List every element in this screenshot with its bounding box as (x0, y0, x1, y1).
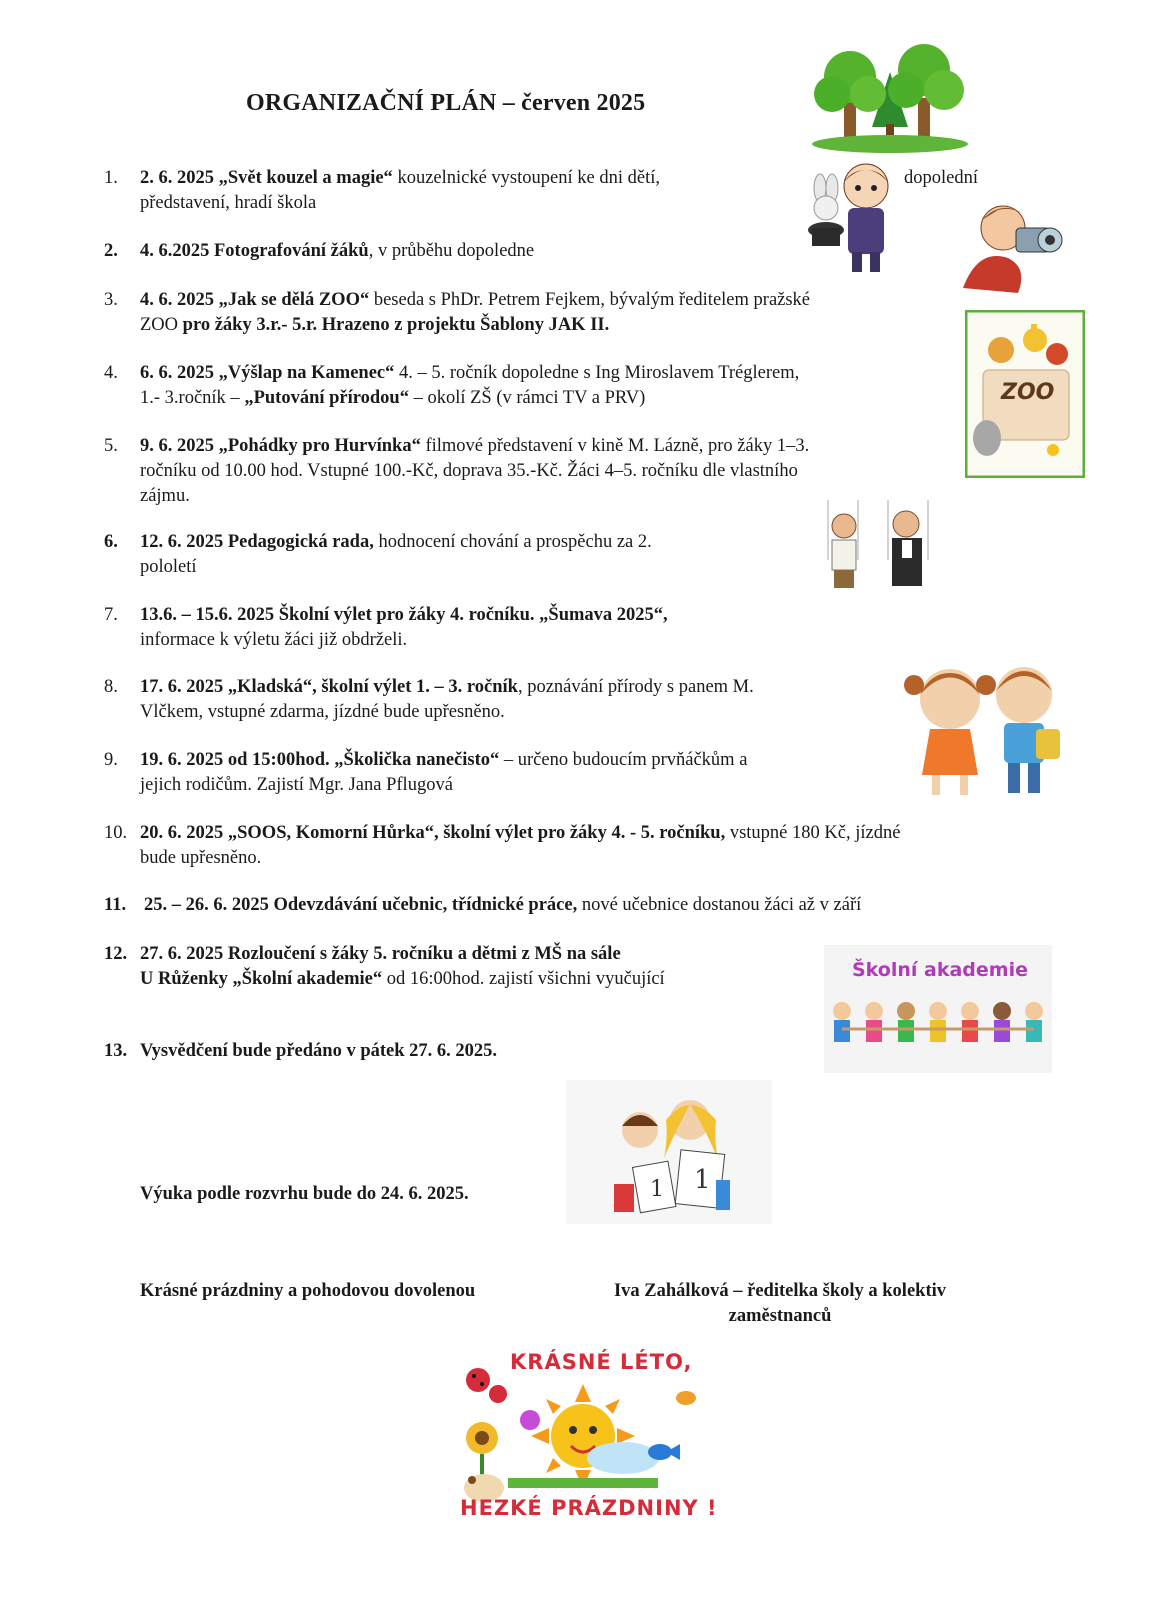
teaching-note: Výuka podle rozvrhu bude do 24. 6. 2025. (140, 1184, 469, 1204)
item-number: 2. (104, 241, 118, 261)
item-number: 12. (104, 944, 128, 964)
item-11-heading: 25. – 26. 6. 2025 Odevzdávání učebnic, třídnické práce, (144, 895, 578, 915)
trees-illustration (810, 32, 970, 157)
item-1-heading: 2. 6. 2025 „Svět kouzel a magie“ (140, 168, 393, 188)
item-8-heading: 17. 6. 2025 „Kladská“, školní výlet 1. – 3. ročník (140, 677, 518, 697)
item-9-heading: 19. 6. 2025 od 15:00hod. „Školička nanečisto“ (140, 750, 500, 770)
zoo-illustration (965, 310, 1085, 478)
summer-illustration (448, 1338, 718, 1538)
item-6-text: hodnocení chování a prospěchu za 2. (373, 532, 652, 552)
item-number: 13. (104, 1041, 128, 1061)
page-title: ORGANIZAČNÍ PLÁN – červen 2025 (246, 90, 646, 116)
item-3-bold2: pro žáky 3.r.- 5.r. Hrazeno z projektu Šablony JAK II. (182, 315, 610, 335)
academy-title: Školní akademie (852, 959, 1028, 981)
item-6-line2: pololetí (140, 557, 197, 577)
item-number: 5. (104, 436, 118, 456)
item-5-heading: 9. 6. 2025 „Pohádky pro Hurvínka“ (140, 436, 421, 456)
item-6-heading: 12. 6. 2025 Pedagogická rada, (140, 532, 374, 552)
children-illustration (900, 655, 1070, 805)
item-5-line3: zájmu. (140, 486, 190, 506)
item-number: 7. (104, 605, 118, 625)
photographer-illustration (958, 198, 1078, 298)
item-3-text2: ZOO (140, 315, 183, 335)
item-12-bold2: U Růženky „Školní akademie“ (140, 969, 383, 989)
item-1-text: kouzelnické vystoupení ke dni dětí, (392, 168, 660, 188)
item-12-heading: 27. 6. 2025 Rozloučení s žáky 5. ročníku a dětmi z MŠ na sále (140, 944, 621, 964)
item-4-text2: 1.- 3.ročník – (140, 388, 245, 408)
zoo-sign-label: ZOO (1001, 380, 1055, 405)
signature (580, 1279, 980, 1329)
item-9-line2: jejich rodičům. Zajistí Mgr. Jana Pflugová (140, 775, 453, 795)
item-8-text: , poznávání přírody s panem M. (517, 677, 754, 697)
item-3-heading: 4. 6. 2025 „Jak se dělá ZOO“ (140, 290, 370, 310)
item-4-text3: – okolí ZŠ (v rámci TV a PRV) (408, 388, 646, 408)
item-2-text: , v průběhu dopoledne (368, 241, 535, 261)
item-1-line2: představení, hradí škola (140, 193, 317, 213)
item-4-bold2: „Putování přírodou“ (244, 388, 409, 408)
svg-text:1: 1 (694, 1165, 711, 1195)
summer-top-text: KRÁSNÉ LÉTO, (510, 1350, 693, 1374)
svg-text:1: 1 (650, 1177, 664, 1202)
item-5-text: filmové představení v kině M. Lázně, pro žáky 1–3. (420, 436, 810, 456)
item-10-text: vstupné 180 Kč, jízdné (725, 823, 901, 843)
item-10-heading: 20. 6. 2025 „SOOS, Komorní Hůrka“, školní výlet pro žáky 4. - 5. ročníku, (140, 823, 726, 843)
item-13-heading: Vysvědčení bude předáno v pátek 27. 6. 2025. (140, 1041, 498, 1061)
item-number: 11. (104, 895, 127, 915)
academy-illustration (824, 945, 1052, 1073)
item-12-text2: od 16:00hod. zajistí všichni vyučující (382, 969, 665, 989)
magician-illustration (800, 158, 900, 278)
holiday-wish: Krásné prázdniny a pohodovou dovolenou (140, 1281, 476, 1301)
item-4-heading: 6. 6. 2025 „Výšlap na Kamenec“ (140, 363, 395, 383)
item-1-tail: dopolední (904, 168, 978, 188)
item-4-text: 4. – 5. ročník dopoledne s Ing Miroslavem Tréglerem, (394, 363, 800, 383)
item-2-heading: 4. 6.2025 Fotografování žáků (140, 241, 369, 261)
summer-bottom-text: HEZKÉ PRÁZDNINY ! (460, 1496, 718, 1520)
item-number: 1. (104, 168, 118, 188)
puppets-illustration (808, 500, 948, 610)
item-8-line2: Vlčkem, vstupné zdarma, jízdné bude upřesněno. (140, 702, 505, 722)
reading-children-illustration (566, 1080, 772, 1224)
signature-line1: Iva Zahálková – ředitelka školy a kolektiv (613, 1281, 946, 1301)
item-number: 8. (104, 677, 118, 697)
item-5-line2: ročníku od 10.00 hod. Vstupné 100.-Kč, doprava 35.-Kč. Žáci 4–5. ročníku dle vlastního (140, 461, 798, 481)
item-7-heading: 13.6. – 15.6. 2025 Školní výlet pro žáky 4. ročníku. „Šumava 2025“, (140, 605, 668, 625)
item-number: 6. (104, 532, 118, 552)
item-9-text: – určeno budoucím prvňáčkům a (499, 750, 748, 770)
item-number: 4. (104, 363, 118, 383)
item-number: 9. (104, 750, 118, 770)
item-7-line2: informace k výletu žáci již obdrželi. (140, 630, 408, 650)
item-number: 3. (104, 290, 118, 310)
item-11-text: nové učebnice dostanou žáci až v září (577, 895, 862, 915)
signature-line2: zaměstnanců (728, 1306, 832, 1326)
item-3-text: beseda s PhDr. Petrem Fejkem, bývalým ředitelem pražské (369, 290, 811, 310)
item-10-line2: bude upřesněno. (140, 848, 262, 868)
item-number: 10. (104, 823, 128, 843)
